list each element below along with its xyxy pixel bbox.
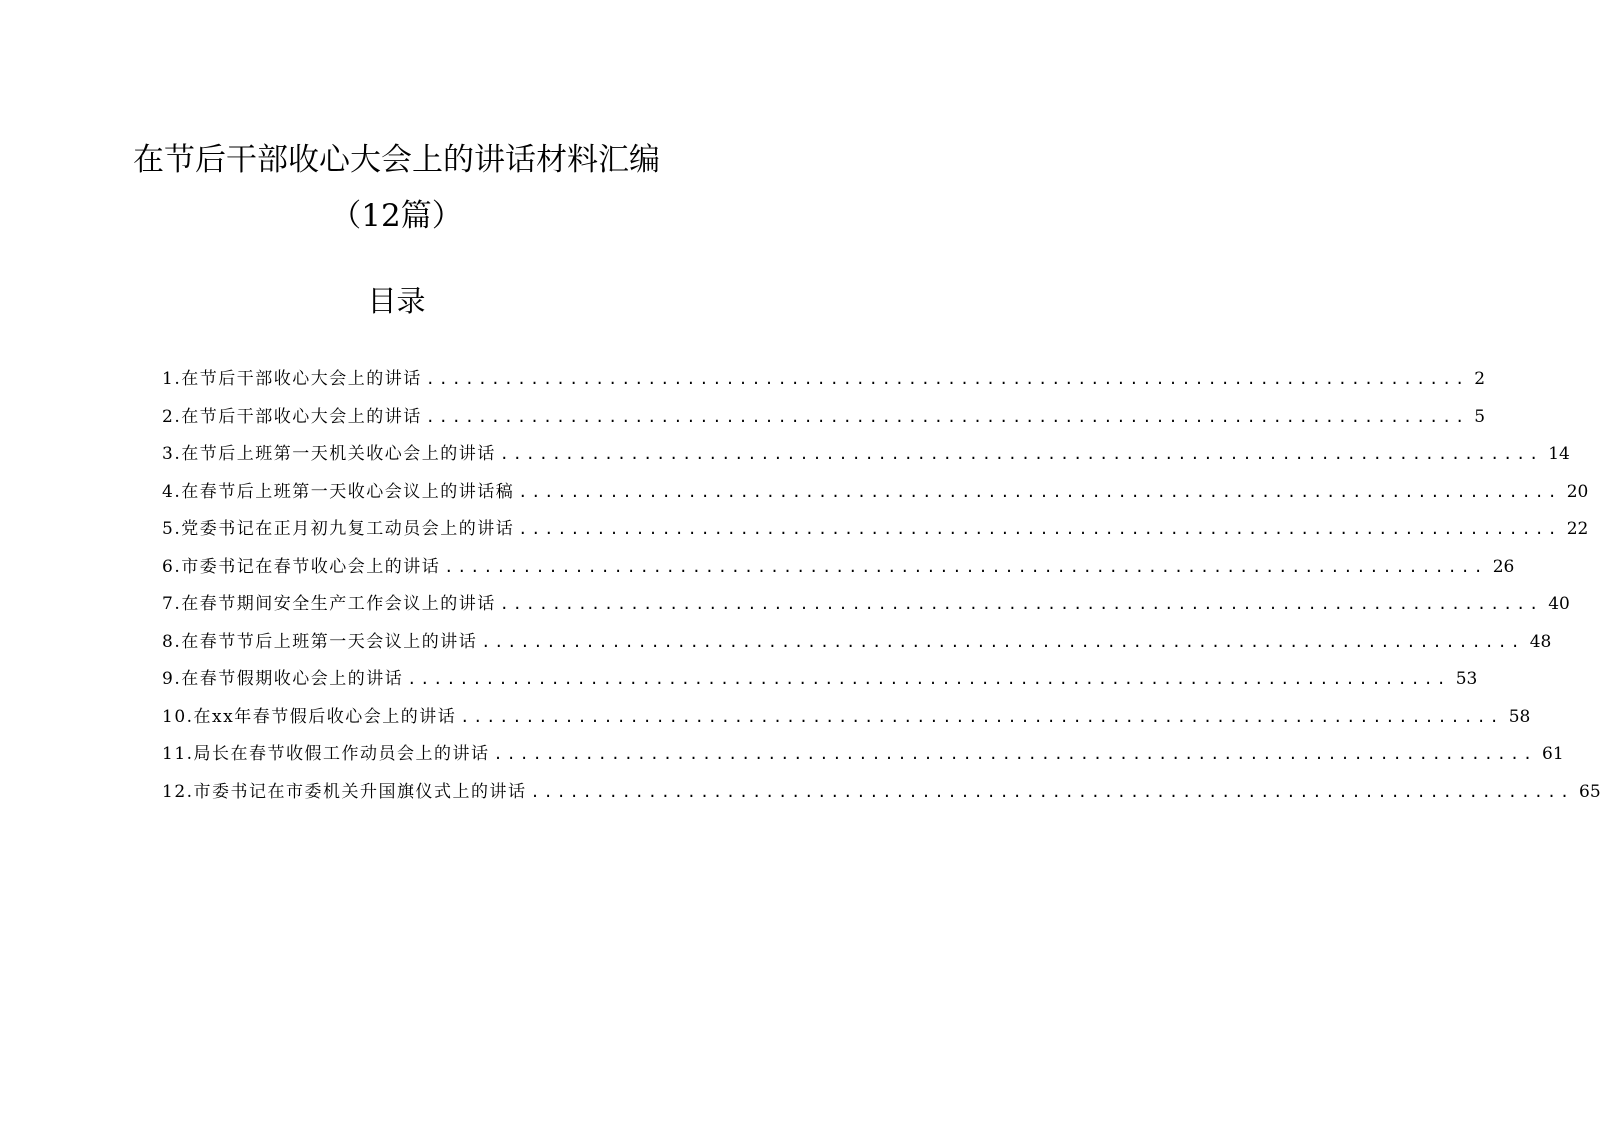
- toc-item-label: 11.局长在春节收假工作动员会上的讲话: [162, 744, 490, 764]
- toc-item[interactable]: [162, 699, 1531, 737]
- toc-item-label: 1.在节后干部收心大会上的讲话: [162, 369, 422, 389]
- toc-heading: 目录: [367, 284, 426, 318]
- toc-item-label: 12.市委书记在市委机关升国旗仪式上的讲话: [162, 781, 527, 802]
- toc-item-page: 48: [1529, 631, 1552, 652]
- toc-item[interactable]: [162, 661, 1478, 699]
- toc-dot-leader: ................................................................................: [444, 557, 1487, 576]
- toc-dot-leader: ................................................................................: [481, 632, 1524, 651]
- toc-item-page: 26: [1492, 556, 1515, 577]
- toc-item[interactable]: [162, 549, 1515, 587]
- toc-dot-leader: ................................................................................: [460, 707, 1503, 726]
- toc-item[interactable]: [162, 774, 1601, 812]
- toc-item-page: 14: [1548, 444, 1570, 464]
- toc-dot-leader: ................................................................................: [530, 782, 1574, 801]
- toc-dot-leader: ................................................................................: [493, 745, 1537, 763]
- toc-item[interactable]: [162, 736, 1564, 774]
- toc-item-page: 65: [1579, 781, 1601, 802]
- toc-item-page: 53: [1455, 669, 1478, 689]
- toc-item[interactable]: [162, 361, 1486, 399]
- toc-dot-leader: ................................................................................: [499, 445, 1543, 463]
- toc-item-page: 58: [1508, 706, 1531, 727]
- toc-dot-leader: ................................................................................: [407, 670, 1450, 688]
- toc-item[interactable]: [162, 436, 1570, 474]
- toc-item-label: 10.在xx年春节假后收心会上的讲话: [162, 706, 457, 727]
- toc-item[interactable]: [162, 474, 1589, 512]
- toc-item[interactable]: [162, 399, 1486, 437]
- toc-dot-leader: ................................................................................: [499, 595, 1543, 613]
- toc-item[interactable]: [162, 511, 1589, 549]
- toc-item-label: 9.在春节假期收心会上的讲话: [162, 669, 404, 689]
- toc-item-page: 22: [1566, 519, 1589, 539]
- toc-dot-leader: ................................................................................: [518, 520, 1561, 538]
- toc-item-label: 2.在节后干部收心大会上的讲话: [162, 406, 422, 427]
- toc-dot-leader: ................................................................................: [425, 407, 1469, 426]
- toc-item[interactable]: [162, 624, 1552, 662]
- toc-item-label: 5.党委书记在正月初九复工动员会上的讲话: [162, 519, 515, 539]
- toc-item-label: 8.在春节节后上班第一天会议上的讲话: [162, 631, 478, 652]
- toc-item-page: 2: [1474, 369, 1486, 389]
- toc-item[interactable]: [162, 586, 1570, 624]
- toc-item-page: 20: [1566, 481, 1589, 502]
- toc-item-label: 7.在春节期间安全生产工作会议上的讲话: [162, 594, 496, 614]
- toc-item-page: 61: [1542, 744, 1564, 764]
- toc-dot-leader: ................................................................................: [518, 482, 1561, 501]
- toc-item-label: 6.市委书记在春节收心会上的讲话: [162, 556, 441, 577]
- toc-item-page: 40: [1548, 594, 1570, 614]
- toc-item-page: 5: [1474, 406, 1486, 427]
- toc-item-label: 3.在节后上班第一天机关收心会上的讲话: [162, 444, 496, 464]
- table-of-contents: [162, 361, 1601, 811]
- toc-dot-leader: ................................................................................: [425, 370, 1469, 388]
- toc-item-label: 4.在春节后上班第一天收心会议上的讲话稿: [162, 481, 515, 502]
- document-title: 在节后干部收心大会上的讲话材料汇编（12篇）: [133, 142, 660, 234]
